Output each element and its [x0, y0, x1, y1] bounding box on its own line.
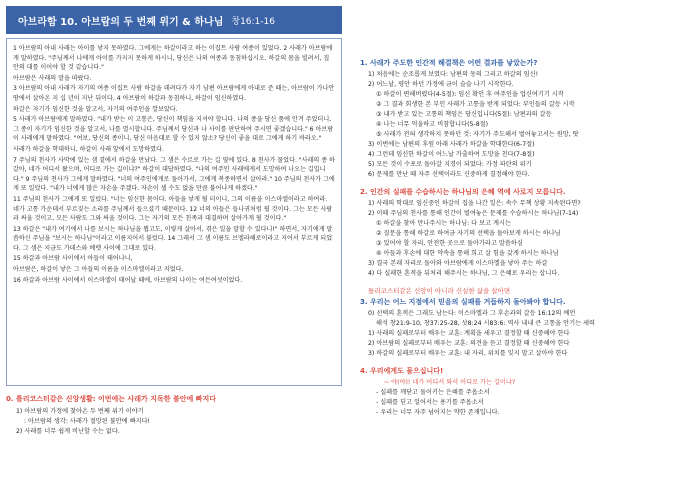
question-4-line: - 실패를 깨닫고 돌이키는 은혜를 주옵소서	[376, 389, 490, 396]
passage-paragraph: 1 아브람의 아내 사래는 아이를 낳지 못하였다. 그에게는 하갈이라고 하는 이집트 사람 여종이 있었다. 2 사래가 아브람에게 말하였다. "주님께서 나에게 아이를 가지지 못하게 하시니, 당신은 나의 여종과 동침하십시오. 하갈의 몸을 빌려서, 집안의 대를 이어야 할 것 같습니다."	[13, 45, 333, 72]
right-panel	[360, 58, 688, 425]
question-3-line: 2) 아브람의 실패로부터 배우는 교훈: 의견을 듣고 결정할 때 신중해야 한다	[368, 340, 570, 347]
question-2-line: 2) 이때 주님의 천사를 통해 인간이 벌여놓은 문제를 수습하시는 하나님(7-14)	[368, 210, 579, 217]
question-3-line: 해석 창21:9-10, 창37:25-28, 삿8:24 시83:6: 역사 내내 큰 고통을 안기는 세력	[376, 320, 595, 327]
passage-paragraph: 5 사래가 아브람에게 말하였다. "내가 받는 이 고통은, 당신이 책임을 지셔야 합니다. 나의 종을 당신 품에 안겨 주었더니, 그 종이 자기가 임신한 것을 알고서, 나를 멸시합니다. 주님께서 당신과 나 사이를 판단하여 주시면 좋겠습니다." 6 아브람이 사래에게 말하였다. "여보, 당신의 종이니, 당신 마음대로 할 수 있지 않소? 당신이 좋을 대로 그에게 하기 바라오."	[13, 116, 334, 143]
question-1-line: 5) 모든 것이 수포로 돌아갈 지경이 되었다: 가정 파탄의 위기	[368, 161, 532, 168]
question-1-line: 6) 문제를 만난 때 자주 선택이라도 신중하게 결정해야 한다.	[368, 171, 530, 178]
passage-paragraph: 사래가 하갈을 학대하니, 하갈이 사래 앞에서 도망하였다.	[13, 145, 164, 153]
question-4-line: - 실패를 딛고 일어서는 용기를 주옵소서	[376, 399, 484, 406]
question-1	[360, 58, 688, 180]
passage-paragraph: 아브람은 사래의 말을 따랐다.	[13, 74, 92, 82]
passage-paragraph: 7 주님의 천사가 사막에 있는 샘 곁에서 하갈을 만났다. 그 샘은 수르로 가는 길 옆에 있다. 8 천사가 물었다. "사래의 종 하갈아, 네가 어디서 왔으며, 어디로 가는 길이냐?" 하갈이 대답하였다. "나의 여주인 사래에게서 도망하여 나오는 길입니다." 9 주님의 천사가 그에게 말하였다. "너의 여주인에게로 돌아가서, 그에게 복종하면서 살아라." 10 주님의 천사가 그에게 또 일렀다. "내가 너에게 많은 자손을 주겠다. 자손이 셀 수도 없을 만큼 불어나게 하겠다."	[13, 156, 335, 193]
question-1-line: 2) 어느날, 평안 하던 가정에 금이 슬슬 나기 시작한다.	[368, 81, 514, 88]
question-1-line: ② 그 결과 회생한 본 부인 사래가 고통을 받게 되었다: 부인들의 갈등 시작	[376, 101, 575, 108]
question-1-line: ④ 나는 너무 억울하고 비참합니다(5-8절)	[376, 121, 489, 128]
question-2-line: ② 질문을 통해 하갈로 하여금 자기의 선택을 돌아보게 하시는 하나님	[376, 230, 561, 237]
question-2-line: 4) 다 실패한 혼적을 뒤처리 해주시는 하나님, 그 은혜로 우리는 삽니다.	[368, 270, 560, 277]
left-panel	[6, 6, 342, 437]
question-1-title: 1. 사래가 주도한 인간적 해결책은 어떤 결과를 낳았는가?	[360, 59, 538, 67]
question-2-line: ③ 있어야 할 자리, 안전한 곳으로 돌아가라고 말씀하심	[376, 240, 523, 247]
question-2-line: 1) 사래의 학대로 임신중인 하갈이 집을 나간 일은: 속수 무책 상황 지속된다면?	[368, 200, 581, 207]
caption-note: 틀리코스터같은 신앙이 아니라 신실한 삶을 살아면	[368, 287, 511, 295]
question-1-line: 4) 그런데 임신한 하갈이 어느날 가출하여 도망을 친다(7-8절)	[368, 151, 535, 158]
question-1-line: 3) 이번에는 남편의 후원 아래 사래가 하갈을 학대한다(6-7절)	[368, 141, 535, 148]
question-0	[6, 394, 342, 437]
scripture-reference: 창16:1-16	[231, 16, 275, 27]
question-3	[360, 297, 688, 359]
question-2-line: 3) 결국 본래 자리로 돌아와 아브람에게 이스마엘을 낳아 주는 하갈	[368, 260, 548, 267]
page-title: 아브라함 10. 아브람의 두 번째 위기 & 하나님	[18, 16, 224, 28]
question-3-line: 0) 선택의 혼적은 그래도 남는다: 이스마엘과 그 후손과의 갈등 16:12의 예언	[368, 310, 576, 317]
question-3-title: 3. 우리는 어느 지점에서 믿음의 실패를 거듭하지 돌아봐야 합니다.	[360, 298, 566, 306]
question-3-line: 1) 사래의 실패로부터 배우는 교훈: 계획을 세우고 결정할 때 신중해야 한다	[368, 330, 570, 337]
question-2-line: ① 하갈을 찾아 만나주시는 하나님: 다 보고 계시는	[376, 220, 511, 227]
question-1-line: ③ 내가 받고 있는 고통의 책임은 당신입니다(5절): 남편과의 갈등	[376, 111, 552, 118]
question-4-line: - 우리는 너무 자주 넘어지는 약한 존재입니다.	[376, 409, 500, 416]
question-0-line: 1) 아브람의 가정에 찾아온 두 번째 위기 이야기	[16, 408, 144, 415]
question-0-line: : 아브람의 생각: 사래가 절망된 불안에 빠지다!	[24, 418, 151, 425]
question-2	[360, 187, 688, 279]
passage-paragraph: 11 주님의 천사가 그에게 또 일렀다. "너는 임신한 몸이다. 아들을 낳게 될 터이니, 그의 이름을 이스마엘이라고 하여라. 네가 고통 가운데서 부르짖는 소리를 주님께서 들으셨기 때문이다. 12 너의 아들은 들나귀처럼 될 것이다. 그는 모든 사람과 싸울 것이고, 모든 사람도 그와 싸울 것이다. 그는 자기의 모든 친족과 대결하며 살아가게 될 것이다."	[13, 195, 333, 223]
passage-paragraph: 16 하갈과 아브람 사이에서 이스마엘이 태어날 때에, 아브람의 나이는 여든여섯이었다.	[13, 276, 243, 284]
question-3-line: 3) 하갈의 실패로부터 배우는 교훈: 내 자리, 위치를 잊지 말고 살아야 한다	[368, 350, 568, 357]
question-1-line: ① 하갈이 변해버렸다(4-5절): 임신 확인 후 여주인을 업신여기기 시작	[376, 91, 564, 98]
question-4	[360, 366, 688, 418]
question-4-callout: ~ 야(야)! 네가 어디서 와서 어디로 가는 길이냐?	[384, 379, 516, 386]
question-0-title: 0. 틀리코스터같은 신앙생활: 이번에는 사래가 지독한 불안에 빠지다	[6, 395, 216, 403]
question-1-line: 1) 처음에는 순조롭게 보였다: 남편의 동의 그리고 하갈의 임신!	[368, 71, 539, 78]
passage-paragraph: 아브람은, 하갈이 낳은 그 아들의 이름을 이스마엘이라고 지었다.	[13, 266, 184, 274]
question-4-title: 4. 우리에게도 물으십니다!	[360, 367, 444, 375]
question-0-line: 2) 사래를 너무 쉽게 비난할 수는 없다.	[16, 428, 120, 435]
question-2-line: ④ 아들과 후손에 대한 약속을 통해 희고 살 힘을 갖게 하시는 하나님	[376, 250, 559, 257]
passage-paragraph: 15 하갈과 아브람 사이에서 아들이 태어나니,	[13, 255, 133, 263]
passage-paragraph: 3 아브람의 아내 사래가 자기의 여종 이집트 사람 하갈을 데려다가 자기 남편 아브람에게 아내로 준 때는, 아브람이 가나안 땅에서 살아온 지 십 년이 지난 뒤이다. 4 아브람이 하갈과 동침하니, 하갈이 임신하였다.	[13, 85, 335, 102]
title-bar	[6, 6, 342, 34]
passage-paragraph: 13 하갈은 "내가 여기에서 나를 보시는 하나님을 뵙고도, 이렇게 살아서, 겪은 일을 말할 수 있다니!" 하면서, 자기에게 말씀하신 주님을 "보시는 하나님"이라고 이름지어서 불렀다. 14 그래서 그 샘 이름도 브엘라해로이라고 지어서 부르게 되었다. 그 샘은 지금도 가데스와 베렛 사이에 그대로 있다.	[13, 225, 333, 252]
passage-paragraph: 하갈은 자기가 임신한 것을 알고서, 자기의 여주인을 깔보았다.	[13, 105, 178, 113]
scripture-passage	[6, 38, 342, 386]
question-2-title: 2. 인간의 실패를 수습하시는 하나님의 은혜 역에 사로지 모릅니다.	[360, 188, 566, 196]
question-1-line: ⑤ 사래가 전혀 생각하지 못하던 것: 자기가 주도해서 벌어놓고서는 원망, 탓	[376, 131, 579, 138]
